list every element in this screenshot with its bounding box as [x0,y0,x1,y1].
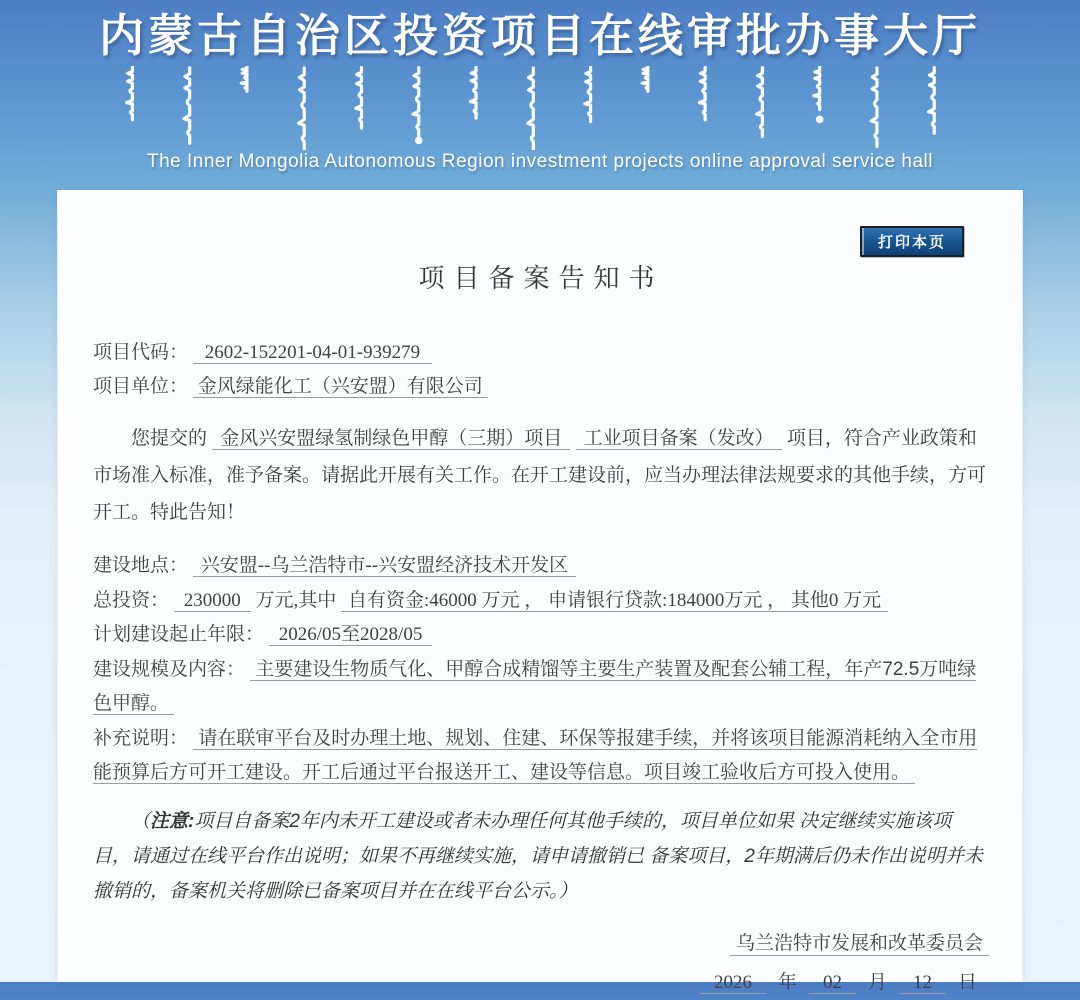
scale-label: 建设规模及内容： [93,658,246,680]
paragraph-prefix: 您提交的 [131,428,208,449]
investment-row [93,584,989,619]
project-details [93,549,989,791]
period-label: 计划建设起止年限： [93,624,265,645]
project-code-row [93,336,989,370]
project-unit-label: 项目单位： [93,376,189,397]
signature-block [93,927,989,1000]
document-title: 项目备案告知书 [418,264,664,293]
scale-row [93,653,989,722]
site-header [0,0,1080,190]
period-row [93,618,989,653]
scale-value: 主要建设生物质气化、甲醇合成精馏等主要生产装置及配套公辅工程，年产72.5万吨绿色甲醇。 [93,658,977,714]
date-year-value: 2026 [700,972,766,994]
notice-open: （ [131,810,151,832]
date-day-value: 12 [899,972,946,994]
site-subtitle-en: The Inner Mongolia Autonomous Region investment projects online approval service hall [146,151,934,172]
notice-paragraph [93,804,989,909]
date-day-unit: 日 [957,971,977,993]
date-month-value: 02 [809,972,856,994]
project-name-value: 金风兴安盟绿氢制绿色甲醇（三期）项目 [212,428,570,450]
location-value: 兴安盟--乌兰浩特市--兴安盟经济技术开发区 [193,555,576,577]
supplement-value: 请在联审平台及时办理土地、规划、住建、环保等报建手续，并将该项目能源消耗纳入全市用能预算后方可开工建设。开工后通过平台报送开工、建设等信息。项目竣工验收后方可投入使用。 [93,727,978,783]
notice-text: 项目自备案2年内未开工建设或者未办理任何其他手续的，项目单位如果 决定继续实施该项目，请通过在线平台作出说明；如果不再继续实施，请申请撤销已 备案项目，2年期满后仍未作出说明并未撤销的，备案机关将删除已备案项目并在在线平台公示。） [93,810,983,902]
print-page-button[interactable]: 打印本页 [860,226,964,257]
project-code-value: 2602-152201-04-01-939279 [193,342,432,364]
investment-breakdown-value: 自有资金:46000 万元 ， 申请银行贷款:184000万元 ， 其他0 万元 [341,590,888,612]
investment-label: 总投资： [93,589,170,611]
paragraph-suffix: 项目，符合产业政策和市场准入标准，准予备案。请据此开展有关工作。在开工建设前，应当办理法律法规要求的其他手续，方可开工。特此告知！ [93,428,987,523]
authority-name: 乌兰浩特市发展和改革委员会 [730,933,989,956]
project-unit-row [93,370,989,404]
supplement-row [93,722,989,791]
record-type-value: 工业项目备案（发改） [576,428,782,450]
project-code-label: 项目代码： [93,342,189,363]
authority-row [93,927,989,961]
location-row [93,549,989,584]
notice-bold-label: 注意: [150,810,195,832]
site-title-cn: 内蒙古自治区投资项目在线审批办事大厅 [98,11,981,61]
date-month-unit: 月 [867,971,887,993]
investment-total-value: 230000 [174,590,251,612]
location-label: 建设地点： [93,555,189,576]
mongolian-script-decoration [100,66,980,150]
content-panel [57,190,1023,993]
period-value: 2026/05至2028/05 [269,624,433,646]
approval-paragraph [93,420,989,531]
date-row [93,966,989,1000]
date-year-unit: 年 [777,971,797,993]
toolbar-row [93,226,989,258]
supplement-label: 补充说明： [93,727,189,749]
project-unit-value: 金风绿能化工（兴安盟）有限公司 [193,376,488,398]
investment-mid-text: 万元,其中 [255,589,337,611]
